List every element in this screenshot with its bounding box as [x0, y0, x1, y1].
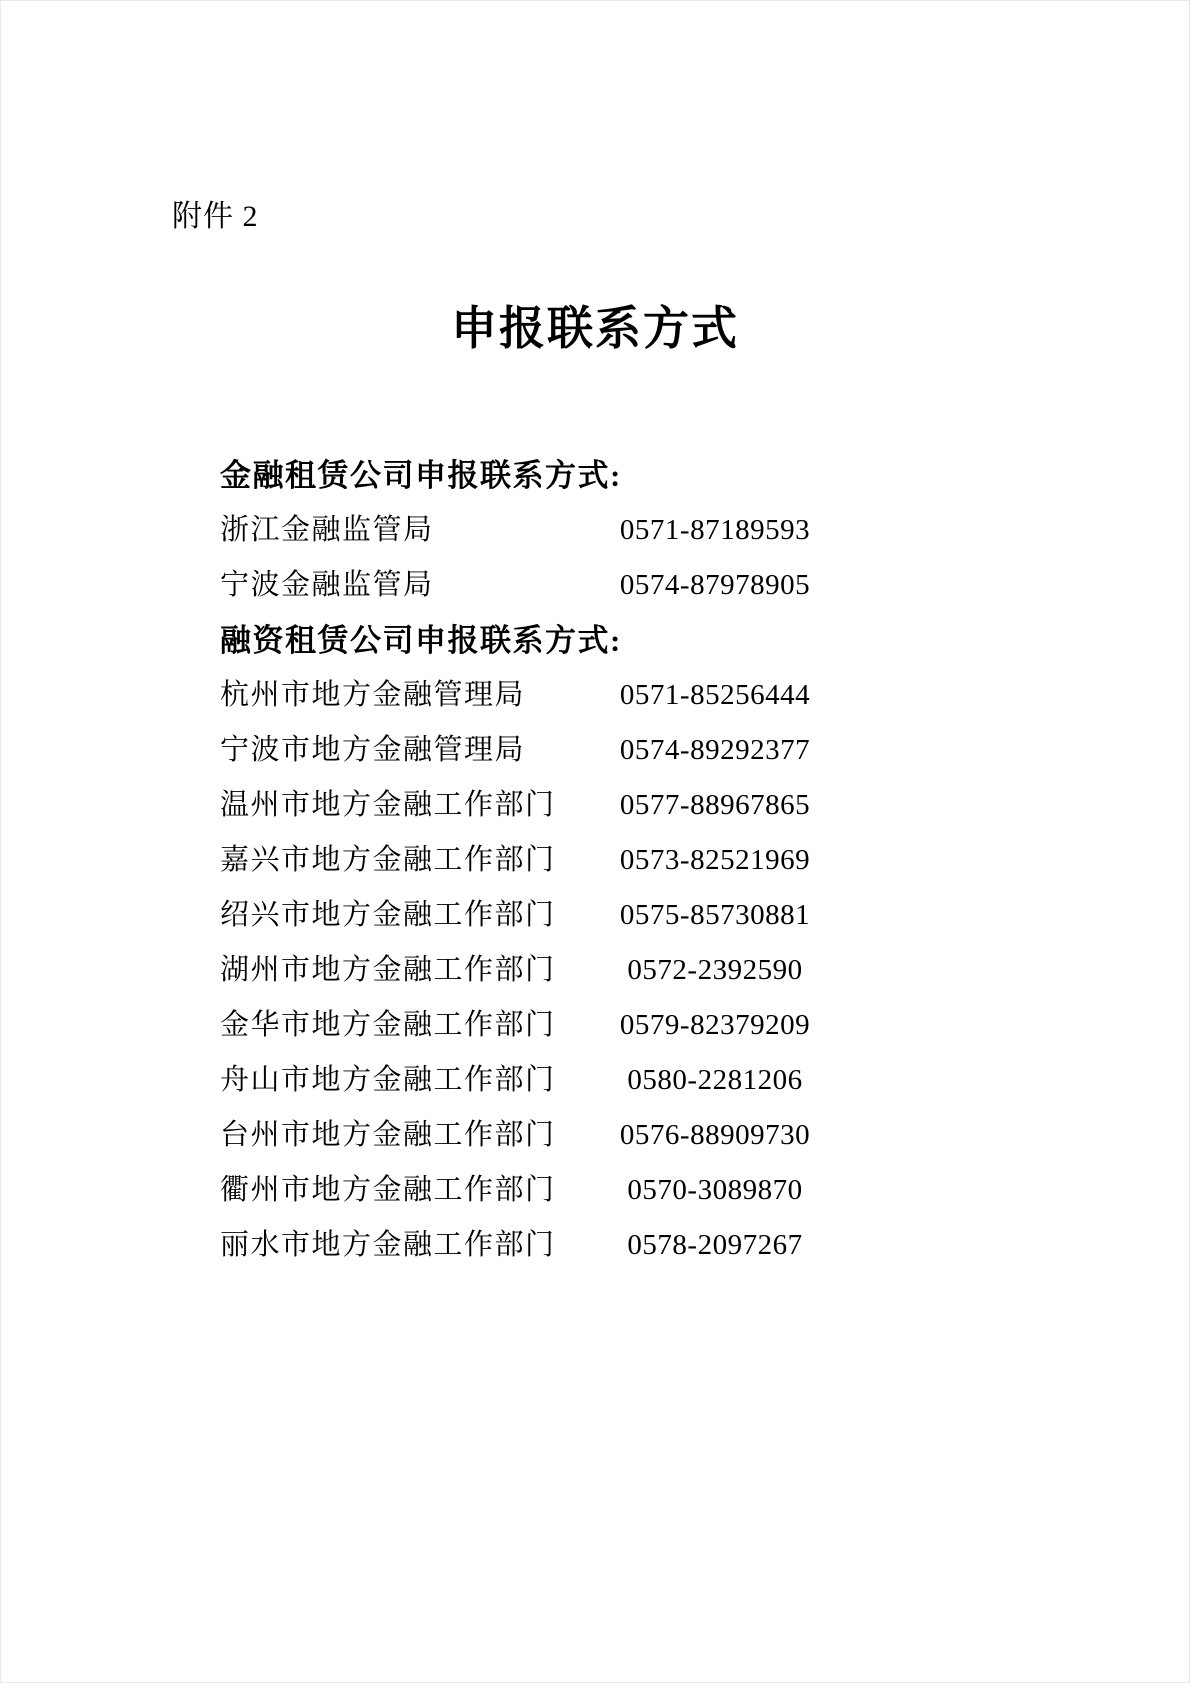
org-name: 杭州市地方金融管理局: [220, 679, 526, 711]
phone-number: 0573-82521969: [619, 844, 811, 876]
phone-number: 0574-89292377: [619, 734, 811, 766]
org-name: 绍兴市地方金融工作部门: [220, 899, 556, 931]
contact-row: [220, 668, 1000, 723]
contact-row: [220, 833, 1000, 888]
contact-row: [220, 888, 1000, 943]
org-name: 浙江金融监管局: [220, 514, 434, 546]
org-name: 丽水市地方金融工作部门: [220, 1229, 556, 1261]
section-header: 金融租赁公司申报联系方式:: [220, 458, 622, 493]
org-name: 台州市地方金融工作部门: [220, 1119, 556, 1151]
section-header: 融资租赁公司申报联系方式:: [220, 623, 622, 658]
phone-number: 0578-2097267: [627, 1229, 803, 1261]
phone-number: 0580-2281206: [627, 1064, 803, 1096]
org-name: 金华市地方金融工作部门: [220, 1009, 556, 1041]
section-rows: [220, 668, 1000, 1273]
contact-section: [220, 613, 1000, 1273]
phone-number: 0575-85730881: [619, 899, 811, 931]
contact-list: [220, 448, 1000, 1273]
contact-section: [220, 448, 1000, 613]
org-name: 湖州市地方金融工作部门: [220, 954, 556, 986]
phone-number: 0579-82379209: [619, 1009, 811, 1041]
contact-row: [220, 1218, 1000, 1273]
phone-number: 0571-85256444: [619, 679, 811, 711]
section-rows: [220, 503, 1000, 613]
contact-row: [220, 1053, 1000, 1108]
contact-row: [220, 998, 1000, 1053]
org-name: 宁波市地方金融管理局: [220, 734, 526, 766]
phone-number: 0571-87189593: [619, 514, 811, 546]
org-name: 宁波金融监管局: [220, 569, 434, 601]
phone-number: 0577-88967865: [619, 789, 811, 821]
page-title: 申报联系方式: [451, 303, 739, 354]
phone-number: 0576-88909730: [619, 1119, 811, 1151]
org-name: 温州市地方金融工作部门: [220, 789, 556, 821]
contact-row: [220, 723, 1000, 778]
contact-row: [220, 503, 1000, 558]
phone-number: 0572-2392590: [627, 954, 803, 986]
contact-row: [220, 1108, 1000, 1163]
phone-number: 0574-87978905: [619, 569, 811, 601]
contact-row: [220, 778, 1000, 833]
contact-row: [220, 558, 1000, 613]
contact-row: [220, 1163, 1000, 1218]
phone-number: 0570-3089870: [627, 1174, 803, 1206]
org-name: 衢州市地方金融工作部门: [220, 1174, 556, 1206]
org-name: 嘉兴市地方金融工作部门: [220, 844, 556, 876]
org-name: 舟山市地方金融工作部门: [220, 1064, 556, 1096]
attachment-label: 附件 2: [172, 200, 259, 233]
contact-row: [220, 943, 1000, 998]
